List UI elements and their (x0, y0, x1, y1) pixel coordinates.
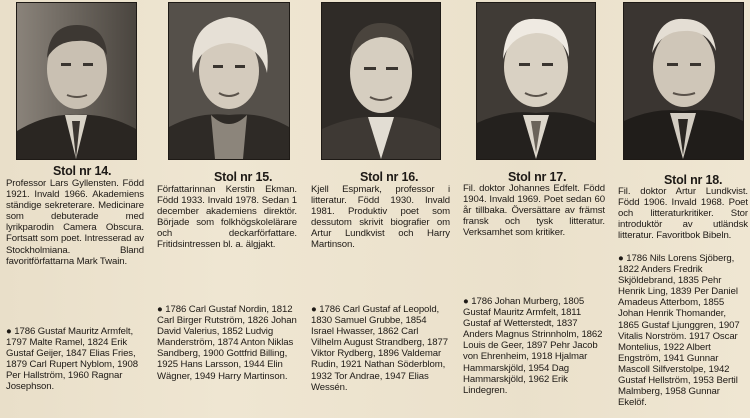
chair-history: ● 1786 Carl Gustaf Nordin, 1812 Carl Birger Rutström, 1826 Johan David Valerius, 1852 Ludvig Manderström, 1874 Anton Niklas Sandberg, 1900 Gottfrid Billing, 1925 Hans Larsson, 1944 Elin Wägner, 1949 Harry Martinson. (157, 304, 297, 382)
chair-history: ● 1786 Gustaf Mauritz Armfelt, 1797 Malte Ramel, 1824 Erik Gustaf Geijer, 1847 Elias Fries, 1879 Carl Rupert Nyblom, 1908 Per Hallström, 1960 Ragnar Josephson. (6, 326, 139, 393)
member-bio: Fil. doktor Johannes Edfelt. Född 1904. Invald 1969. Poet sedan 60 år tillbaka. Översättare av främst fransk och tysk litteratur. Verksamhet som kritiker. (463, 183, 605, 239)
chair-history: ● 1786 Johan Murberg, 1805 Gustaf Mauritz Armfelt, 1811 Gustaf af Wetterstedt, 1837 Anders Magnus Strinnholm, 1862 Louis de Geer, 1897 Pehr Jacob von Ehrenheim, 1918 Hjalmar Hammarskjöld, 1954 Dag Hammarskjöld, 1962 Erik Lindegren. (463, 296, 603, 396)
member-bio: Författarinnan Kerstin Ekman. Född 1933. Invald 1978. Sedan 1 december akademiens direktör. Började som folkhögskolelärare och deckarförfattare. Fritidsintressen bl. a. älgjakt. (157, 184, 297, 251)
member-bio: Kjell Espmark, professor i litteratur. Född 1930. Invald 1981. Produktiv poet som dessutom skrivit biografier om Artur Lundkvist och Harry Martinson. (311, 184, 450, 251)
portrait-photo (16, 2, 137, 160)
stol-heading: Stol nr 18. (664, 173, 723, 187)
chair-history: ● 1786 Nils Lorens Sjöberg, 1822 Anders Fredrik Skjöldebrand, 1835 Pehr Henrik Ling, 1839 Per Daniel Amadeus Atterbom, 1855 Johan Henrik Thomander, 1865 Gustaf Ljunggren, 1907 Vitalis Norström. 1917 Oscar Montelius, 1922 Albert Engström, 1941 Gunnar Mascoll Silfverstolpe, 1942 Gustaf Hellström, 1953 Bertil Malmberg, 1958 Gunnar Ekelöf. (618, 253, 740, 409)
member-bio: Professor Lars Gyllensten. Född 1921. Invald 1966. Akademiens ständige sekreterare. Medicinare som debuterade med lyrikparodin Camera Obscura. Fortsatt som poet. Intresserad av Stockholmiana. Bland favoritförfattarna Mark Twain. (6, 178, 144, 267)
portrait-photo (623, 2, 744, 160)
chair-history: ● 1786 Carl Gustaf af Leopold, 1830 Samuel Grubbe, 1854 Israel Hwasser, 1862 Carl Vilhelm August Strandberg, 1877 Viktor Rydberg, 1896 Valdemar Rudin, 1921 Nathan Söderblom, 1932 Tor Andrae, 1947 Elias Wessén. (311, 304, 448, 393)
stol-heading: Stol nr 17. (508, 170, 567, 184)
stol-heading: Stol nr 16. (360, 170, 419, 184)
stol-heading: Stol nr 14. (53, 164, 112, 178)
portrait-photo (321, 2, 441, 160)
portrait-photo (168, 2, 290, 160)
portrait-photo (476, 2, 596, 160)
member-bio: Fil. doktor Artur Lundkvist. Född 1906. Invald 1968. Poet och litteraturkritiker. Stor introduktör av utländsk litteratur. Favoritbok Bibeln. (618, 186, 748, 242)
stol-heading: Stol nr 15. (214, 170, 273, 184)
